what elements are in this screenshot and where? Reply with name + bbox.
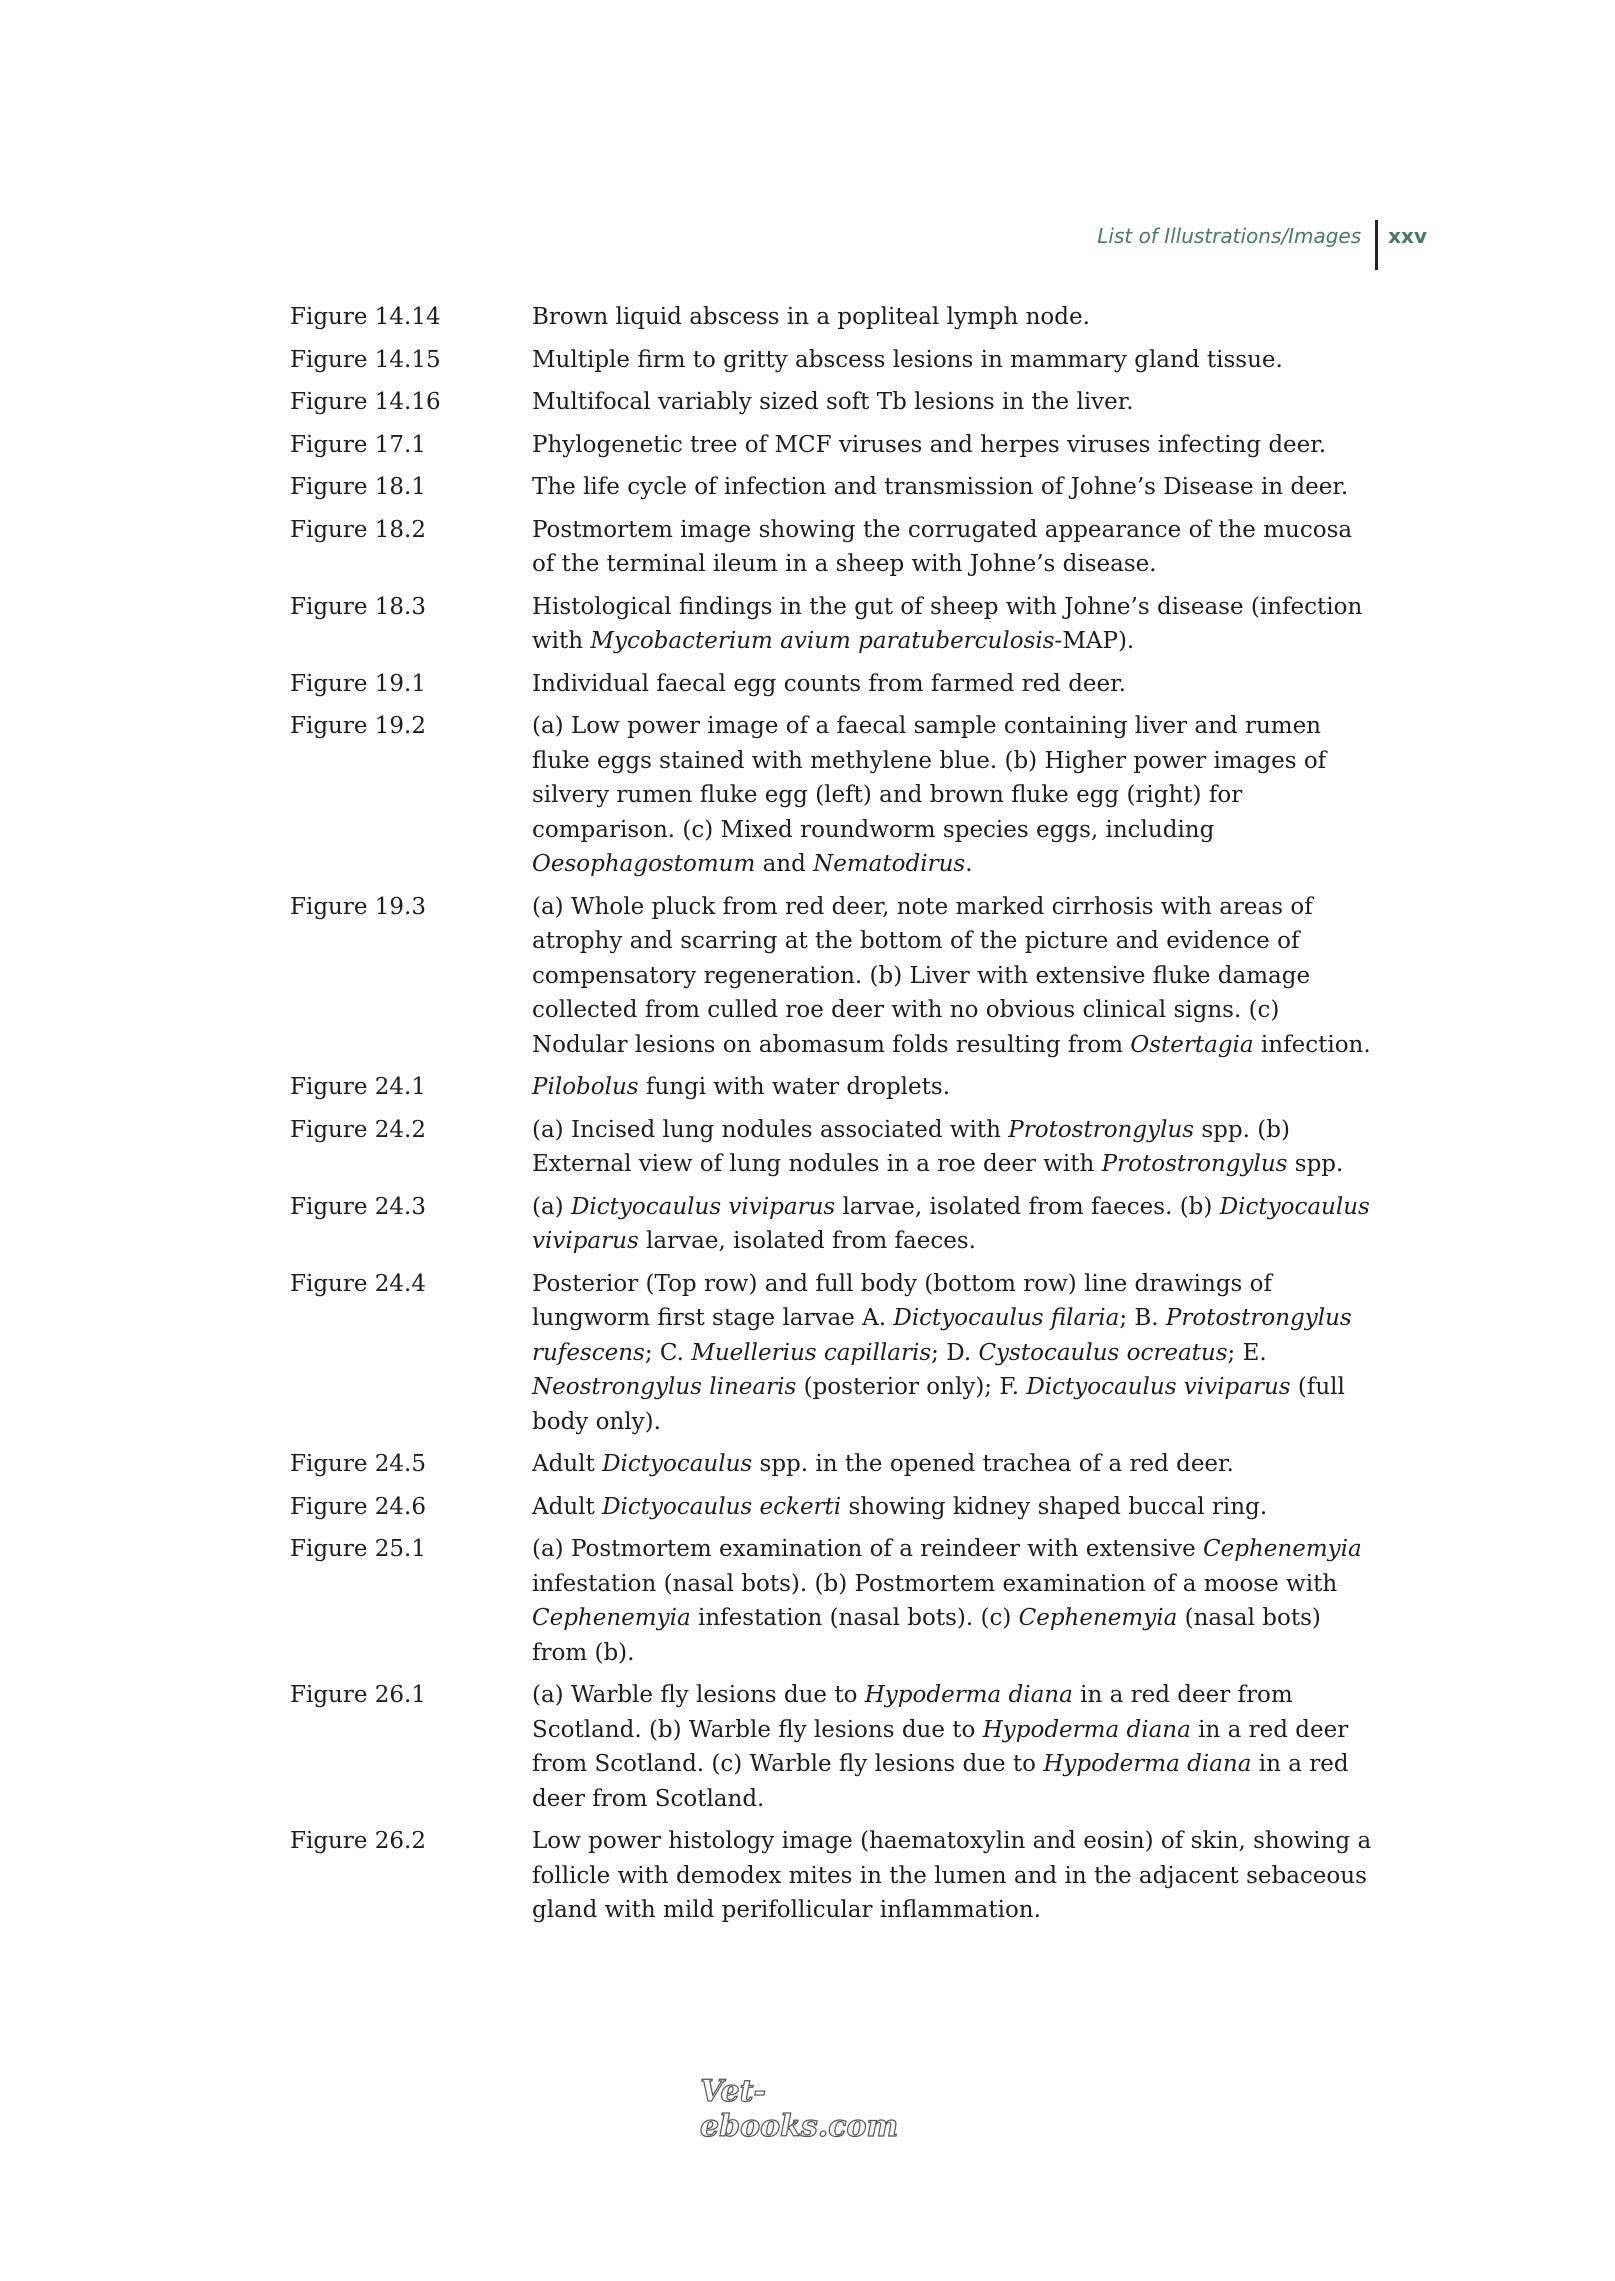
figure-entry bbox=[290, 1532, 1380, 1670]
figure-caption bbox=[532, 1447, 1380, 1482]
figure-caption bbox=[532, 513, 1380, 582]
figure-caption bbox=[532, 590, 1380, 659]
caption-italic-text: Hypoderma diana bbox=[864, 1682, 1073, 1708]
caption-italic-text: Dictyocaulus viviparus bbox=[570, 1193, 836, 1220]
figure-label: Figure 19.2 bbox=[290, 713, 426, 739]
figure-entry bbox=[290, 709, 1380, 882]
figure-label: Figure 19.3 bbox=[290, 893, 426, 920]
caption-text: (a) Low power image of a faecal sample containing liver and rumen fluke eggs stained with methylene blue. (b) Higher power images of silvery rumen fluke egg (left) and brown fluke egg (right) for comparison. (c) Mixed roundworm species eggs, including bbox=[532, 713, 1327, 843]
caption-italic-text: Cystocaulus ocreatus bbox=[978, 1339, 1228, 1366]
figure-entry bbox=[290, 385, 1380, 420]
running-title: List of Illustrations/Images bbox=[1097, 224, 1362, 248]
caption-italic-text: Protostrongylus rufescens bbox=[532, 1305, 1352, 1366]
caption-text: Multifocal variably sized soft Tb lesions in the liver. bbox=[532, 389, 1134, 415]
caption-text: Individual faecal egg counts from farmed red deer. bbox=[532, 670, 1126, 697]
figure-entry bbox=[290, 1070, 1380, 1105]
figure-caption bbox=[532, 300, 1380, 335]
figure-entry bbox=[290, 470, 1380, 505]
figure-label: Figure 24.2 bbox=[290, 1116, 426, 1143]
figure-caption bbox=[532, 1490, 1380, 1525]
figure-entry bbox=[290, 890, 1380, 1063]
figure-caption bbox=[532, 890, 1380, 1063]
caption-text: (a) Incised lung nodules associated with bbox=[532, 1116, 1009, 1143]
figure-entry bbox=[290, 667, 1380, 702]
figure-label: Figure 14.16 bbox=[290, 389, 441, 415]
figure-caption bbox=[532, 667, 1380, 702]
caption-italic-text: Oesophagostomum bbox=[532, 851, 756, 877]
figure-label: Figure 14.14 bbox=[290, 304, 441, 330]
figure-entry bbox=[290, 1824, 1380, 1928]
caption-text: in a red deer from Scotland. (b) Warble fly lesions due to bbox=[532, 1682, 1293, 1743]
caption-text: (a) Postmortem examination of a reindeer with extensive bbox=[532, 1536, 1204, 1562]
figure-entry bbox=[290, 1490, 1380, 1525]
running-head bbox=[1097, 220, 1427, 270]
caption-text: Adult bbox=[532, 1451, 603, 1477]
figure-caption bbox=[532, 1190, 1380, 1259]
caption-text: ; E. bbox=[1227, 1339, 1267, 1366]
figure-label: Figure 18.2 bbox=[290, 516, 426, 543]
caption-text: spp. in the opened trachea of a red deer. bbox=[752, 1451, 1234, 1477]
figure-caption bbox=[532, 428, 1380, 463]
figure-label: Figure 25.1 bbox=[290, 1536, 426, 1562]
caption-text: Histological findings in the gut of sheep with Johne’s disease (infection with bbox=[532, 593, 1363, 654]
caption-italic-text: Dictyocaulus viviparus bbox=[532, 1193, 1370, 1254]
caption-italic-text: Mycobacterium avium paratuberculosis bbox=[590, 628, 1055, 654]
caption-italic-text: Dictyocaulus eckerti bbox=[602, 1493, 842, 1520]
figure-label: Figure 18.3 bbox=[290, 593, 426, 620]
watermark-text: Vet-ebooks.com bbox=[700, 2074, 899, 2144]
caption-text: (a) Whole pluck from red deer, note marked cirrhosis with areas of atrophy and scarring at the bottom of the picture and evidence of compensatory regeneration. (b) Liver with extensive fluke damage collected from culled roe deer with no obvious clinical signs. (c) Nodular lesions on abomasum folds resulting from bbox=[532, 893, 1313, 1058]
caption-text: The life cycle of infection and transmission of Johne’s Disease in deer. bbox=[532, 474, 1349, 500]
figure-label: Figure 17.1 bbox=[290, 431, 426, 458]
figure-entry bbox=[290, 1267, 1380, 1440]
figure-entry bbox=[290, 513, 1380, 582]
figure-entry bbox=[290, 343, 1380, 378]
caption-text: (nasal bots) from (b). bbox=[532, 1605, 1321, 1666]
figure-caption bbox=[532, 1678, 1380, 1816]
caption-text: Phylogenetic tree of MCF viruses and herpes viruses infecting deer. bbox=[532, 431, 1327, 458]
caption-text: larvae, isolated from faeces. (b) bbox=[835, 1193, 1220, 1220]
caption-text: ; C. bbox=[644, 1339, 692, 1366]
caption-italic-text: Ostertagia bbox=[1130, 1031, 1254, 1058]
figure-caption bbox=[532, 343, 1380, 378]
figure-entry bbox=[290, 428, 1380, 463]
caption-italic-text: Dictyocaulus filaria bbox=[893, 1305, 1120, 1331]
caption-text: (full body only). bbox=[532, 1374, 1345, 1435]
page-number: xxv bbox=[1388, 224, 1427, 248]
header-rule bbox=[1375, 220, 1378, 270]
figure-entry bbox=[290, 1113, 1380, 1182]
caption-italic-text: Dictyocaulus bbox=[602, 1451, 753, 1477]
figure-caption bbox=[532, 1070, 1380, 1105]
caption-text: (a) bbox=[532, 1193, 571, 1220]
caption-text: Brown liquid abscess in a popliteal lymph node. bbox=[532, 304, 1090, 330]
caption-italic-text: Dictyocaulus viviparus bbox=[1026, 1374, 1291, 1400]
caption-text: in a red deer from Scotland. (c) Warble fly lesions due to bbox=[532, 1716, 1349, 1777]
figure-label: Figure 18.1 bbox=[290, 474, 426, 500]
figure-caption bbox=[532, 709, 1380, 882]
caption-text: (posterior only); F. bbox=[796, 1374, 1027, 1400]
watermark-logo bbox=[700, 2068, 940, 2144]
caption-text: in a red deer from Scotland. bbox=[532, 1751, 1349, 1812]
caption-italic-text: Hypoderma diana bbox=[1043, 1751, 1252, 1777]
caption-text: fungi with water droplets. bbox=[638, 1074, 950, 1100]
caption-italic-text: Neostrongylus linearis bbox=[532, 1374, 797, 1400]
figure-entry bbox=[290, 1447, 1380, 1482]
figure-label: Figure 24.1 bbox=[290, 1074, 426, 1100]
caption-text: larvae, isolated from faeces. bbox=[638, 1228, 976, 1254]
caption-text: ; D. bbox=[931, 1339, 979, 1366]
caption-text: -MAP). bbox=[1054, 628, 1135, 654]
caption-text: showing kidney shaped buccal ring. bbox=[841, 1493, 1268, 1520]
figure-list bbox=[290, 300, 1380, 1936]
caption-text: . bbox=[965, 851, 973, 877]
figure-entry bbox=[290, 300, 1380, 335]
figure-label: Figure 26.2 bbox=[290, 1828, 426, 1854]
caption-text: ; B. bbox=[1119, 1305, 1166, 1331]
caption-text: infestation (nasal bots). (c) bbox=[690, 1605, 1019, 1631]
figure-label: Figure 24.6 bbox=[290, 1493, 426, 1520]
figure-label: Figure 24.5 bbox=[290, 1451, 426, 1477]
caption-italic-text: Nematodirus bbox=[813, 851, 966, 877]
figure-label: Figure 19.1 bbox=[290, 670, 426, 697]
figure-label: Figure 26.1 bbox=[290, 1682, 426, 1708]
caption-italic-text: Pilobolus bbox=[532, 1074, 639, 1100]
caption-italic-text: Cephenemyia bbox=[1018, 1605, 1178, 1631]
caption-text: infection. bbox=[1253, 1031, 1371, 1058]
figure-caption bbox=[532, 1532, 1380, 1670]
figure-label: Figure 24.3 bbox=[290, 1193, 426, 1220]
figure-caption bbox=[532, 1113, 1380, 1182]
figure-caption bbox=[532, 1824, 1380, 1928]
caption-text: spp. (b) External view of lung nodules in a roe deer with bbox=[532, 1116, 1290, 1177]
figure-label: Figure 24.4 bbox=[290, 1270, 426, 1297]
figure-caption bbox=[532, 1267, 1380, 1440]
figure-caption bbox=[532, 385, 1380, 420]
caption-text: spp. bbox=[1287, 1151, 1344, 1177]
caption-italic-text: Cephenemyia bbox=[1203, 1536, 1362, 1562]
caption-text: and bbox=[755, 851, 814, 877]
figure-label: Figure 14.15 bbox=[290, 346, 441, 373]
figure-entry bbox=[290, 1190, 1380, 1259]
caption-italic-text: Protostrongylus bbox=[1008, 1116, 1195, 1143]
caption-text: (a) Warble fly lesions due to bbox=[532, 1682, 865, 1708]
caption-text: infestation (nasal bots). (b) Postmortem examination of a moose with bbox=[532, 1570, 1338, 1597]
caption-text: Postmortem image showing the corrugated appearance of the mucosa of the terminal ileum in a sheep with Johne’s disease. bbox=[532, 516, 1353, 577]
caption-italic-text: Protostrongylus bbox=[1101, 1151, 1288, 1177]
figure-entry bbox=[290, 1678, 1380, 1816]
figure-caption bbox=[532, 470, 1380, 505]
caption-italic-text: Cephenemyia bbox=[532, 1605, 691, 1631]
caption-text: Low power histology image (haematoxylin and eosin) of skin, showing a follicle with demodex mites in the lumen and in the adjacent sebaceous gland with mild perifollicular inflammation. bbox=[532, 1828, 1372, 1923]
caption-italic-text: Muellerius capillaris bbox=[691, 1339, 932, 1366]
figure-entry bbox=[290, 590, 1380, 659]
caption-text: Adult bbox=[532, 1493, 603, 1520]
caption-text: Multiple firm to gritty abscess lesions in mammary gland tissue. bbox=[532, 346, 1283, 373]
caption-italic-text: Hypoderma diana bbox=[982, 1716, 1191, 1743]
caption-text: Posterior (Top row) and full body (bottom row) line drawings of lungworm first stage larvae A. bbox=[532, 1270, 1273, 1331]
